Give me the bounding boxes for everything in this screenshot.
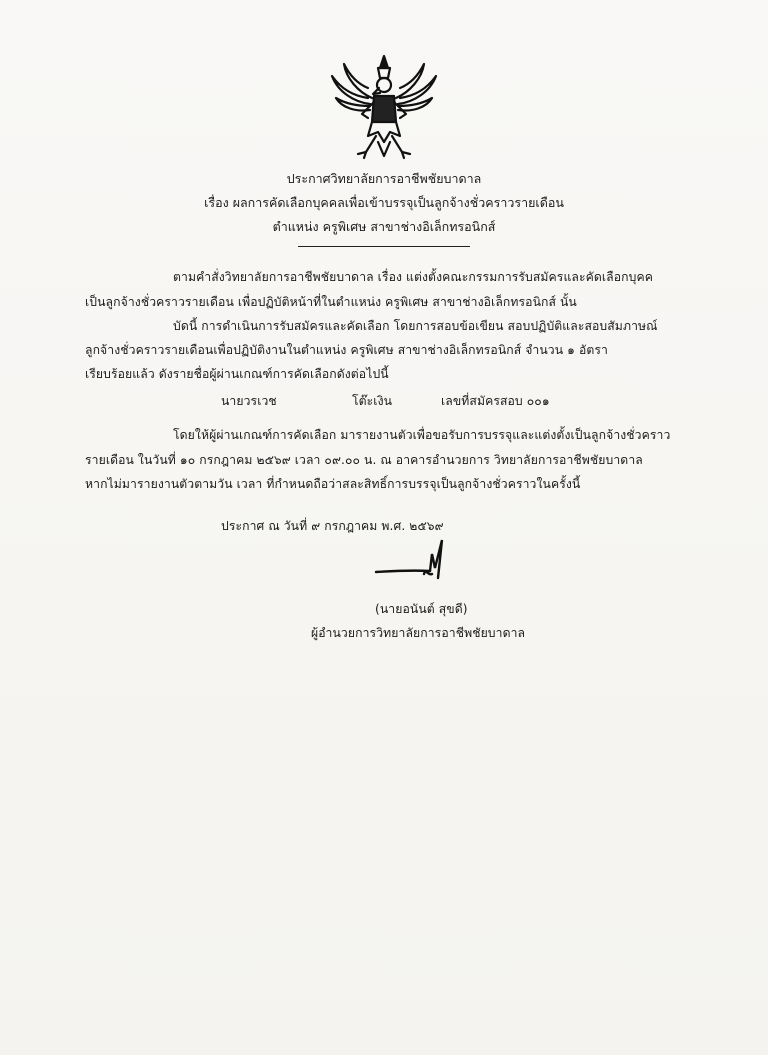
announcement-position: ตำแหน่ง ครูพิเศษ สาขาช่างอิเล็กทรอนิกส์	[272, 219, 496, 234]
garuda-emblem	[328, 52, 440, 162]
candidate-exam-id: เลขที่สมัครสอบ ๐๐๑	[441, 394, 550, 408]
candidate-last-name: โต๊ะเงิน	[352, 394, 393, 408]
para3-line3: หากไม่มารายงานตัวตามวัน เวลา ที่กำหนดถือว่าสละสิทธิ์การบรรจุเป็นลูกจ้างชั่วคราวในครั้งนี้	[85, 477, 581, 491]
para3-line1: โดยให้ผู้ผ่านเกณฑ์การคัดเลือก มารายงานตัวเพื่อขอรับการบรรจุและแต่งตั้งเป็นลูกจ้างชั่วคราว	[173, 428, 671, 442]
para1-line1: ตามคำสั่งวิทยาลัยการอาชีพชัยบาดาล เรื่อง แต่งตั้งคณะกรรมการรับสมัครและคัดเลือกบุคค	[173, 270, 653, 284]
announcement-title: ประกาศวิทยาลัยการอาชีพชัยบาดาล	[286, 171, 482, 186]
title-divider	[298, 246, 470, 247]
signer-title: ผู้อำนวยการวิทยาลัยการอาชีพชัยบาดาล	[311, 626, 526, 640]
signer-name: (นายอนันต์ สุขดี)	[375, 602, 468, 616]
para3-line2: รายเดือน ในวันที่ ๑๐ กรกฎาคม ๒๕๖๙ เวลา ๐๙.๐๐ น. ณ อาคารอำนวยการ วิทยาลัยการอาชีพชัยบาดาล	[85, 453, 643, 467]
candidate-first-name: นายวรเวช	[221, 394, 277, 408]
announcement-subject: เรื่อง ผลการคัดเลือกบุคคลเพื่อเข้าบรรจุเป็นลูกจ้างชั่วคราวรายเดือน	[204, 195, 564, 210]
para2-line1: บัดนี้ การดำเนินการรับสมัครและคัดเลือก โดยการสอบข้อเขียน สอบปฏิบัติและสอบสัมภาษณ์	[173, 319, 658, 333]
para2-line3: เรียบร้อยแล้ว ดังรายชื่อผู้ผ่านเกณฑ์การคัดเลือกดังต่อไปนี้	[85, 367, 389, 381]
para1-line2: เป็นลูกจ้างชั่วคราวรายเดือน เพื่อปฏิบัติหน้าที่ในตำแหน่ง ครูพิเศษ สาขาช่างอิเล็กทรอนิกส์ นั้น	[85, 295, 577, 309]
handwritten-signature	[372, 538, 462, 590]
announce-date: ประกาศ ณ วันที่ ๙ กรกฎาคม พ.ศ. ๒๕๖๙	[221, 519, 444, 533]
para2-line2: ลูกจ้างชั่วคราวรายเดือนเพื่อปฏิบัติงานในตำแหน่ง ครูพิเศษ สาขาช่างอิเล็กทรอนิกส์ จำนวน ๑ อัตรา	[85, 343, 608, 357]
